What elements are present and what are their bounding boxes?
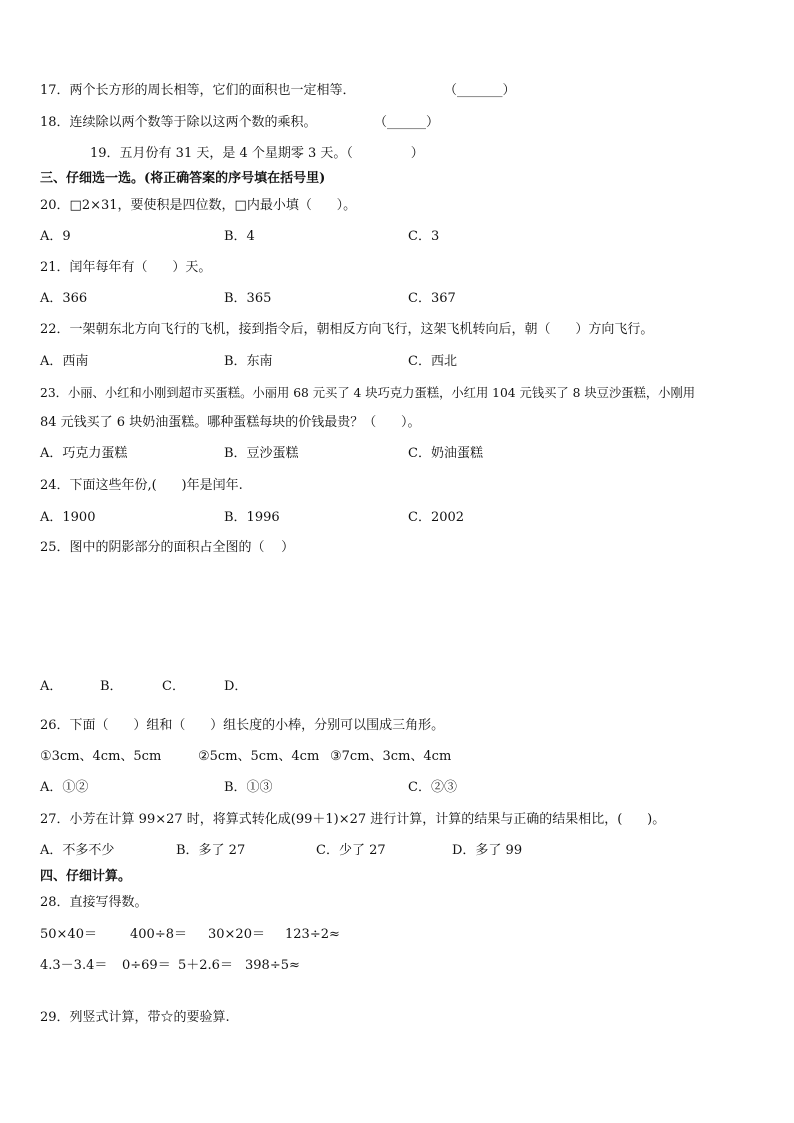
question-24: 24．下面这些年份,( )年是闰年.	[40, 478, 243, 493]
q21-option-b: B．365	[224, 291, 272, 306]
question-18: 18．连续除以两个数等于除以这两个数的乘积。	[40, 115, 317, 130]
q24-option-c: C．2002	[408, 510, 465, 525]
q28-item-6: 0÷69＝	[122, 958, 171, 973]
q26-group-3: ③7cm、3cm、4cm	[330, 749, 452, 764]
question-18-blank: （______）	[374, 115, 440, 130]
q24-option-b: B．1996	[224, 510, 280, 525]
q26-option-a: A．①②	[40, 780, 89, 795]
q26-option-b: B．①③	[224, 780, 273, 795]
q27-option-c: C．少了 27	[316, 843, 386, 858]
question-20: 20．□2×31，要使积是四位数，□内最小填（ ）。	[40, 198, 357, 213]
q20-option-b: B．4	[224, 229, 255, 244]
q27-option-b: B．多了 27	[176, 843, 246, 858]
q23-option-a: A．巧克力蛋糕	[40, 446, 128, 461]
section-4-heading: 四、仔细计算。	[40, 869, 132, 884]
q28-item-2: 400÷8＝	[130, 927, 187, 942]
question-23-line-2: 84 元钱买了 6 块奶油蛋糕。哪种蛋糕每块的价钱最贵？（ ）。	[40, 415, 421, 430]
q21-option-c: C．367	[408, 291, 456, 306]
q27-option-a: A．不多不少	[40, 843, 115, 858]
q26-option-c: C．②③	[408, 780, 457, 795]
q26-group-1: ①3cm、4cm、5cm	[40, 749, 162, 764]
question-22: 22．一架朝东北方向飞行的飞机，接到指令后，朝相反方向飞行，这架飞机转向后，朝（ ）方向飞行。	[40, 322, 654, 337]
question-27: 27．小芳在计算 99×27 时，将算式转化成(99＋1)×27 进行计算，计算的结果与正确的结果相比，( )。	[40, 812, 666, 827]
q20-option-a: A．9	[40, 229, 71, 244]
section-3-heading: 三、仔细选一选。(将正确答案的序号填在括号里)	[40, 171, 326, 186]
q23-option-c: C．奶油蛋糕	[408, 446, 483, 461]
q22-option-c: C．西北	[408, 354, 457, 369]
q22-option-b: B．东南	[224, 354, 273, 369]
q21-option-a: A．366	[40, 291, 88, 306]
question-25: 25．图中的阴影部分的面积占全图的（ ）	[40, 540, 295, 555]
question-17: 17．两个长方形的周长相等，它们的面积也一定相等．	[40, 83, 356, 98]
q22-option-a: A．西南	[40, 354, 89, 369]
q20-option-c: C．3	[408, 229, 440, 244]
q28-item-7: 5＋2.6＝	[178, 958, 233, 973]
q28-item-5: 4.3－3.4＝	[40, 958, 108, 973]
question-17-blank: （_______）	[444, 83, 516, 98]
q25-option-d: D．	[224, 679, 248, 694]
question-21: 21．闰年每年有（ ）天。	[40, 260, 212, 275]
q28-item-4: 123÷2≈	[285, 927, 340, 942]
question-23-line-1: 23．小丽、小红和小刚到超市买蛋糕。小丽用 68 元买了 4 块巧克力蛋糕，小红用 104 元钱买了 8 块豆沙蛋糕，小刚用	[40, 386, 696, 400]
q28-item-1: 50×40＝	[40, 927, 97, 942]
q28-item-8: 398÷5≈	[245, 958, 300, 973]
q23-option-b: B．豆沙蛋糕	[224, 446, 299, 461]
q25-option-c: C．	[162, 679, 185, 694]
question-19: 19．五月份有 31 天，是 4 个星期零 3 天。（ ）	[90, 146, 424, 161]
question-26: 26．下面（ ）组和（ ）组长度的小棒，分别可以围成三角形。	[40, 718, 445, 733]
q25-option-a: A．	[40, 679, 63, 694]
question-28: 28．直接写得数。	[40, 895, 148, 910]
q28-item-3: 30×20＝	[208, 927, 265, 942]
q27-option-d: D．多了 99	[452, 843, 523, 858]
question-29: 29．列竖式计算，带☆的要验算.	[40, 1010, 230, 1025]
q26-group-2: ②5cm、5cm、4cm	[198, 749, 320, 764]
q25-option-b: B．	[100, 679, 123, 694]
q24-option-a: A．1900	[40, 510, 96, 525]
